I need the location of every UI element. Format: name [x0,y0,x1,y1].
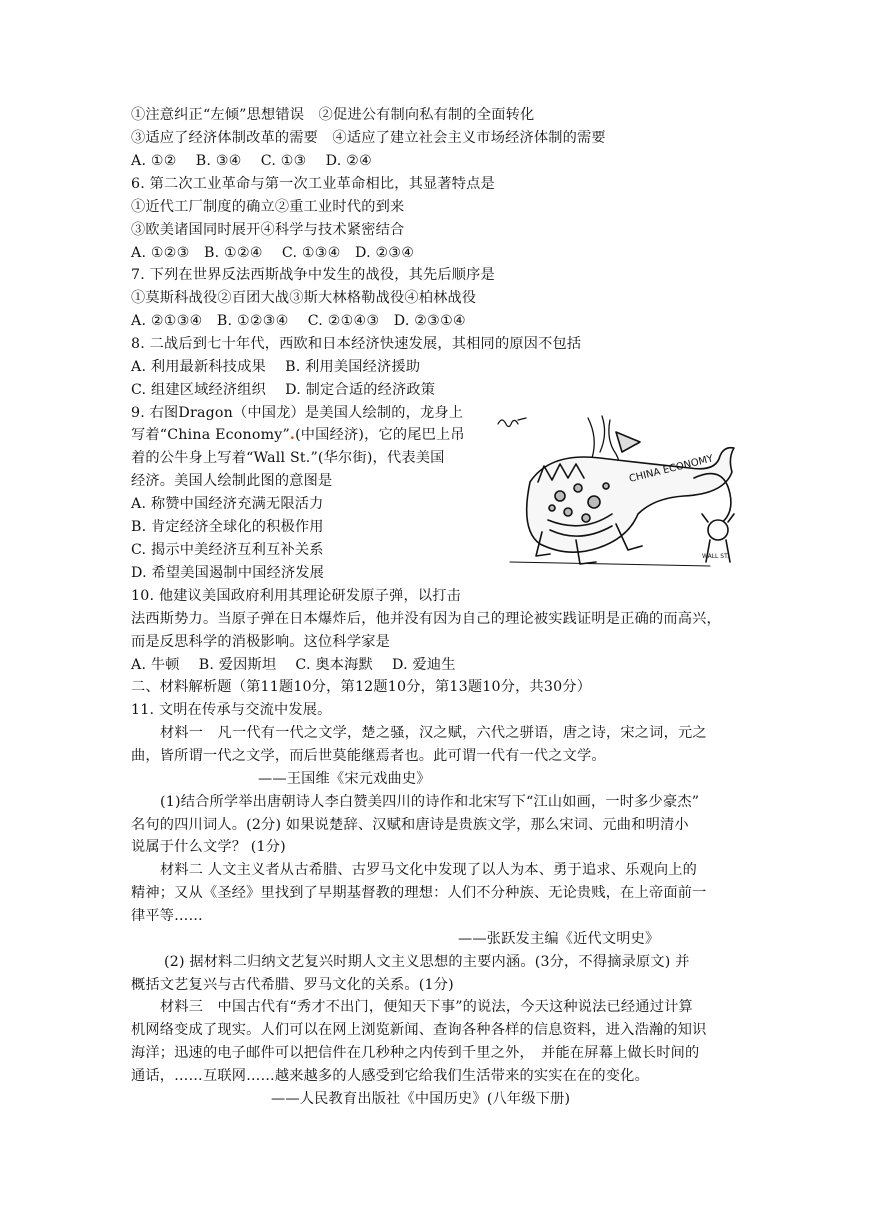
material-3-line: 机网络变成了现实。人们可以在网上浏览新闻、查询各种各样的信息资料，进入浩瀚的知识 [131,1022,707,1038]
material-1: 材料一 凡一代有一代之文学，楚之骚，汉之赋，六代之骈语，唐之诗，宋之词，元之 [160,725,707,741]
question-9-line [131,425,465,445]
option-line: ③适应了经济体制改革的需要 ④适应了建立社会主义市场经济体制的需要 [131,130,606,146]
sub-question-1-line: 名句的四川词人。(2分) 如果说楚辞、汉赋和唐诗是贵族文学，那么宋词、元曲和明清小 [131,817,689,833]
answer-choice: D. 希望美国遏制中国经济发展 [131,565,325,581]
material-3: 材料三 中国古代有“秀才不出门，便知天下事”的说法，今天这种说法已经通过计算 [160,999,693,1015]
question-10: 10. 他建议美国政府利用其理论研发原子弹，以打击 [131,588,462,604]
answer-choices: A. 利用最新科技成果 B. 利用美国经济援助 [131,359,421,375]
material-2-line: 律平等…… [131,908,203,924]
dragon-cartoon-image [490,412,748,582]
sub-question-1-line: 说属于什么文学？ (1分) [131,839,286,855]
red-mark: . [289,427,296,443]
answer-choices: C. 组建区域经济组织 D. 制定合适的经济政策 [131,382,436,398]
citation: ——人民教育出版社《中国历史》(八年级下册) [271,1091,571,1107]
question-10-line: 法西斯势力。当原子弹在日本爆炸后，他并没有因为自己的理论被实践证明是正确的而高兴， [131,611,721,627]
answer-choices: A. ①②③ B. ①②④ C. ①③④ D. ②③④ [131,245,415,261]
option-line: ①莫斯科战役②百团大战③斯大林格勒战役④柏林战役 [131,290,477,306]
question-8: 8. 二战后到七十年代，西欧和日本经济快速发展，其相同的原因不包括 [131,336,582,352]
sub-question-1: (1)结合所学举出唐朝诗人李白赞美四川的诗作和北宋写下“江山如画，一时多少豪杰” [160,794,700,810]
answer-choices: A. ①② B. ③④ C. ①③ D. ②④ [131,153,373,169]
question-9-line: 着的公牛身上写着“Wall St.”(华尔街)，代表美国 [131,450,445,466]
citation: ——王国维《宋元戏曲史》 [258,771,431,787]
material-3-line: 通话，……互联网……越来越多的人感受到它给我们生活带来的实实在在的变化。 [131,1068,649,1084]
material-3-line: 海洋；迅速的电子邮件可以把信件在几秒种之内传到千里之外， 并能在屏幕上做长时间的 [131,1045,700,1061]
question-9-line: 经济。美国人绘制此图的意图是 [131,473,333,489]
question-6: 6. 第二次工业革命与第一次工业革命相比，其显著特点是 [131,176,495,192]
question-10-line: 而是反思科学的消极影响。这位科学家是 [131,634,390,650]
text-part: (中国经济)，它的尾巴上吊 [295,427,465,443]
sub-question-2-line: 概括文艺复兴与古代希腊、罗马文化的关系。(1分) [131,977,454,993]
question-7: 7. 下列在世界反法西斯战争中发生的战役，其先后顺序是 [131,267,495,283]
material-2-line: 精神；又从《圣经》里找到了早期基督教的理想：人们不分种族、无论贵贱，在上帝面前一 [131,885,707,901]
material-2: 材料二 人文主义者从古希腊、古罗马文化中发现了以人为本、勇于追求、乐观向上的 [160,862,698,878]
option-line: ①注意纠正“左倾”思想错误 ②促进公有制向私有制的全面转化 [131,107,535,123]
citation: ——张跃发主编《近代文明史》 [458,931,660,947]
answer-choice: A. 称赞中国经济充满无限活力 [131,496,324,512]
text-part: 写着“China Economy” [131,427,290,443]
dragon-label: CHINA ECONOMY [628,453,715,485]
material-1-line: 曲，皆所谓一代之文学，而后世莫能继焉者也。此可谓一代有一代之文学。 [131,748,606,764]
answer-choice: C. 揭示中美经济互利互补关系 [131,542,324,558]
section-heading: 二、材料解析题（第11题10分，第12题10分，第13题10分，共30分） [131,679,592,695]
bull-label: WALL ST. [702,553,729,560]
question-9: 9. 右图Dragon（中国龙）是美国人绘制的，龙身上 [131,405,464,421]
sub-question-2: (2) 据材料二归纳文艺复兴时期人文主义思想的主要内涵。(3分，不得摘录原文) 并 [164,954,690,970]
option-line: ①近代工厂制度的确立②重工业时代的到来 [131,199,405,215]
option-line: ③欧美诸国同时展开④科学与技术紧密结合 [131,222,405,238]
answer-choices: A. ②①③④ B. ①②③④ C. ②①④③ D. ②③①④ [131,313,466,329]
answer-choice: B. 肯定经济全球化的积极作用 [131,519,324,535]
question-11: 11. 文明在传承与交流中发展。 [131,702,332,718]
answer-choices: A. 牛顿 B. 爱因斯坦 C. 奥本海默 D. 爱迪生 [131,657,456,673]
